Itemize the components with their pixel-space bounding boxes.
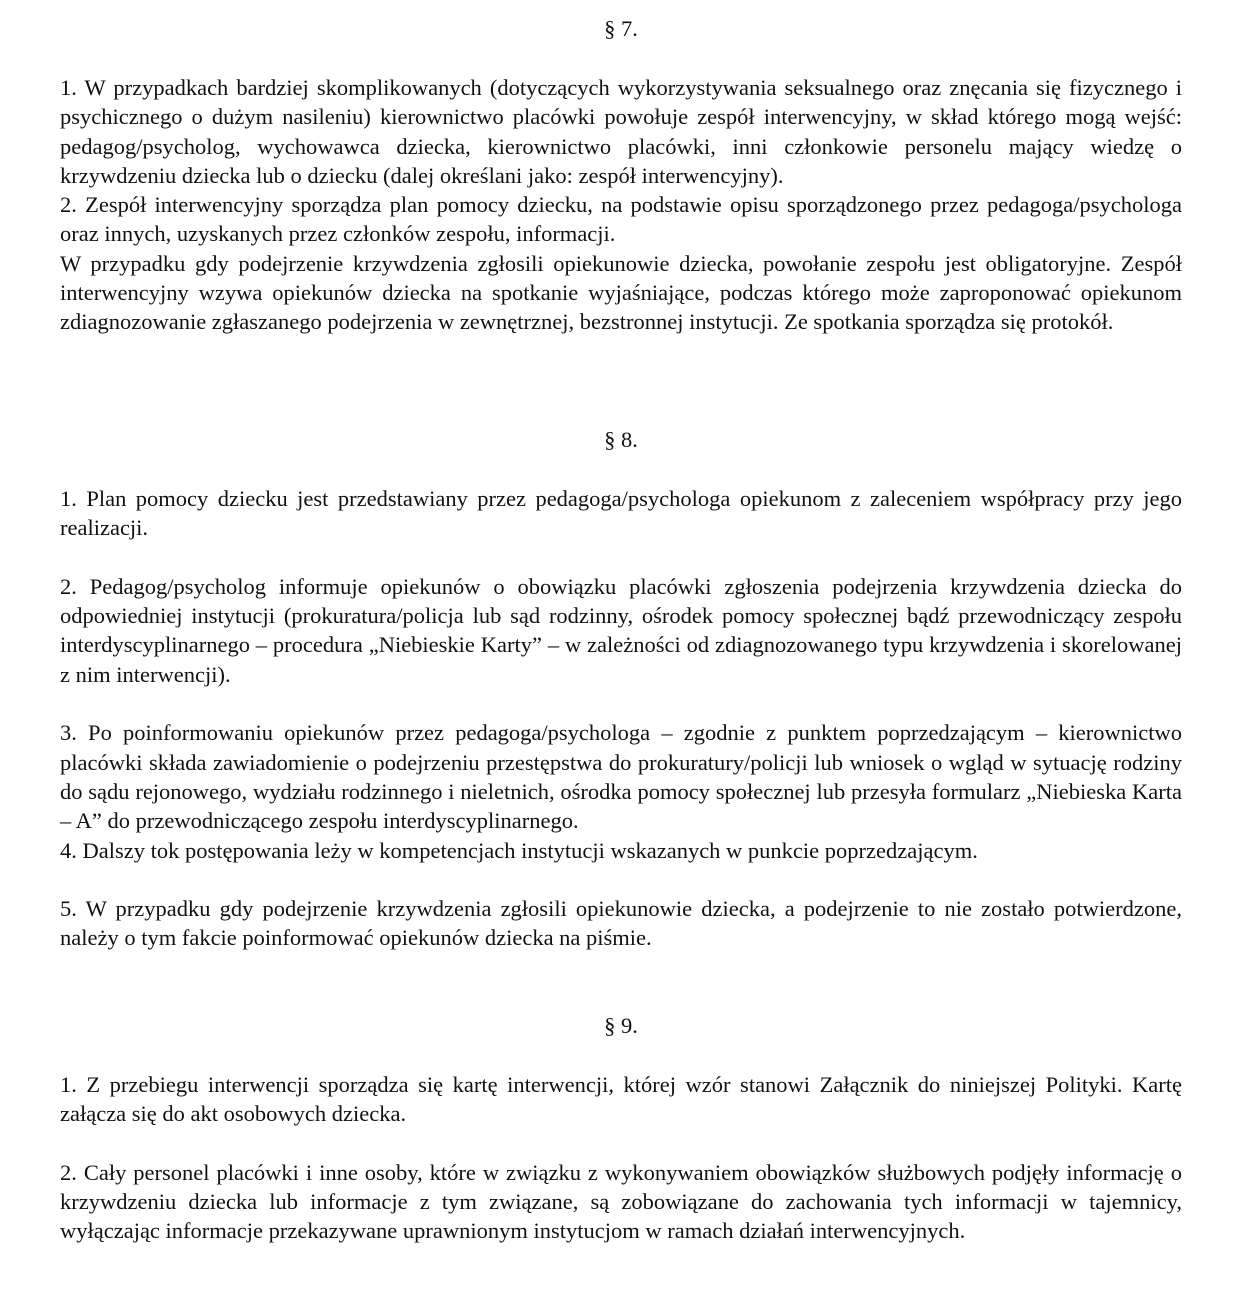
section-9-point-2: 2. Cały personel placówki i inne osoby, które w związku z wykonywaniem obowiązków służbowych podjęły informację o krzywdzeniu dziecka lub informacje z tym związane, są zobowiązane do zachowania tych informacji w tajemnicy, wyłączając informacje przekazywane uprawnionym instytucjom w ramach działań interwencyjnych. [60, 1159, 1182, 1244]
section-8-point-3: 3. Po poinformowaniu opiekunów przez pedagoga/psychologa – zgodnie z punktem poprzedzającym – kierownictwo placówki składa zawiadomienie o podejrzeniu przestępstwa do prokuratury/policji lub wniosek o wgląd w sytuację rodziny do sądu rejonowego, wydziału rodzinnego i nieletnich, ośrodka pomocy społecznej lub przesyła formularz „Niebieska Karta – A” do przewodniczącego zespołu interdyscyplinarnego. [60, 720, 1182, 834]
section-8-point-1: 1. Plan pomocy dziecku jest przedstawiany przez pedagoga/psychologa opiekunom z zaleceniem współpracy przy jego realizacji. [60, 486, 1182, 541]
section-7-body [60, 73, 1182, 337]
section-9-body [60, 1070, 1182, 1246]
section-8-body [60, 484, 1182, 953]
spacer [60, 543, 1182, 572]
section-9-point-1: 1. Z przebiegu interwencji sporządza się kartę interwencji, której wzór stanowi Załącznik do niniejszej Polityki. Kartę załącza się do akt osobowych dziecka. [60, 1072, 1182, 1127]
section-7-point-1: 1. W przypadkach bardziej skomplikowanych (dotyczących wykorzystywania seksualnego oraz znęcania się fizycznego i psychicznego o dużym nasileniu) kierownictwo placówki powołuje zespół interwencyjny, w skład którego mogą wejść: pedagog/psycholog, wychowawca dziecka, kierownictwo placówki, inni członkowie personelu mający wiedzę o krzywdzeniu dziecka lub o dziecku (dalej określani jako: zespół interwencyjny). [60, 75, 1182, 188]
section-7-point-2: 2. Zespół interwencyjny sporządza plan pomocy dziecku, na podstawie opisu sporządzonego przez pedagoga/psychologa oraz innych, uzyskanych przez członków zespołu, informacji. [60, 192, 1182, 247]
spacer [60, 1129, 1182, 1158]
section-7-paragraph-3: W przypadku gdy podejrzenie krzywdzenia zgłosili opiekunowie dziecka, powołanie zespołu jest obligatoryjne. Zespół interwencyjny wzywa opiekunów dziecka na spotkanie wyjaśniające, podczas którego może zaproponować opiekunom zdiagnozowanie zgłaszanego podejrzenia w zewnętrznej, bezstronnej instytucji. Ze spotkania sporządza się protokół. [60, 250, 1182, 335]
section-heading-8: § 8. [604, 427, 638, 452]
section-heading-9: § 9. [604, 1013, 638, 1038]
section-8-point-5: 5. W przypadku gdy podejrzenie krzywdzenia zgłosili opiekunowie dziecka, a podejrzenie to nie zostało potwierdzone, należy o tym fakcie poinformować opiekunów dziecka na piśmie. [60, 896, 1182, 951]
section-8-point-2: 2. Pedagog/psycholog informuje opiekunów o obowiązku placówki zgłoszenia podejrzenia krzywdzenia dziecka do odpowiedniej instytucji (prokuratura/policja lub sąd rodzinny, ośrodek pomocy społecznej bądź przewodniczący zespołu interdyscyplinarnego – procedura „Niebieskie Karty” – w zależności od zdiagnozowanego typu krzywdzenia i skorelowanej z nim interwencji). [60, 573, 1182, 687]
section-heading-7: § 7. [604, 16, 638, 41]
spacer [60, 865, 1182, 894]
section-8-point-4: 4. Dalszy tok postępowania leży w kompetencjach instytucji wskazanych w punkcie poprzedzającym. [60, 837, 978, 863]
spacer [60, 689, 1182, 718]
